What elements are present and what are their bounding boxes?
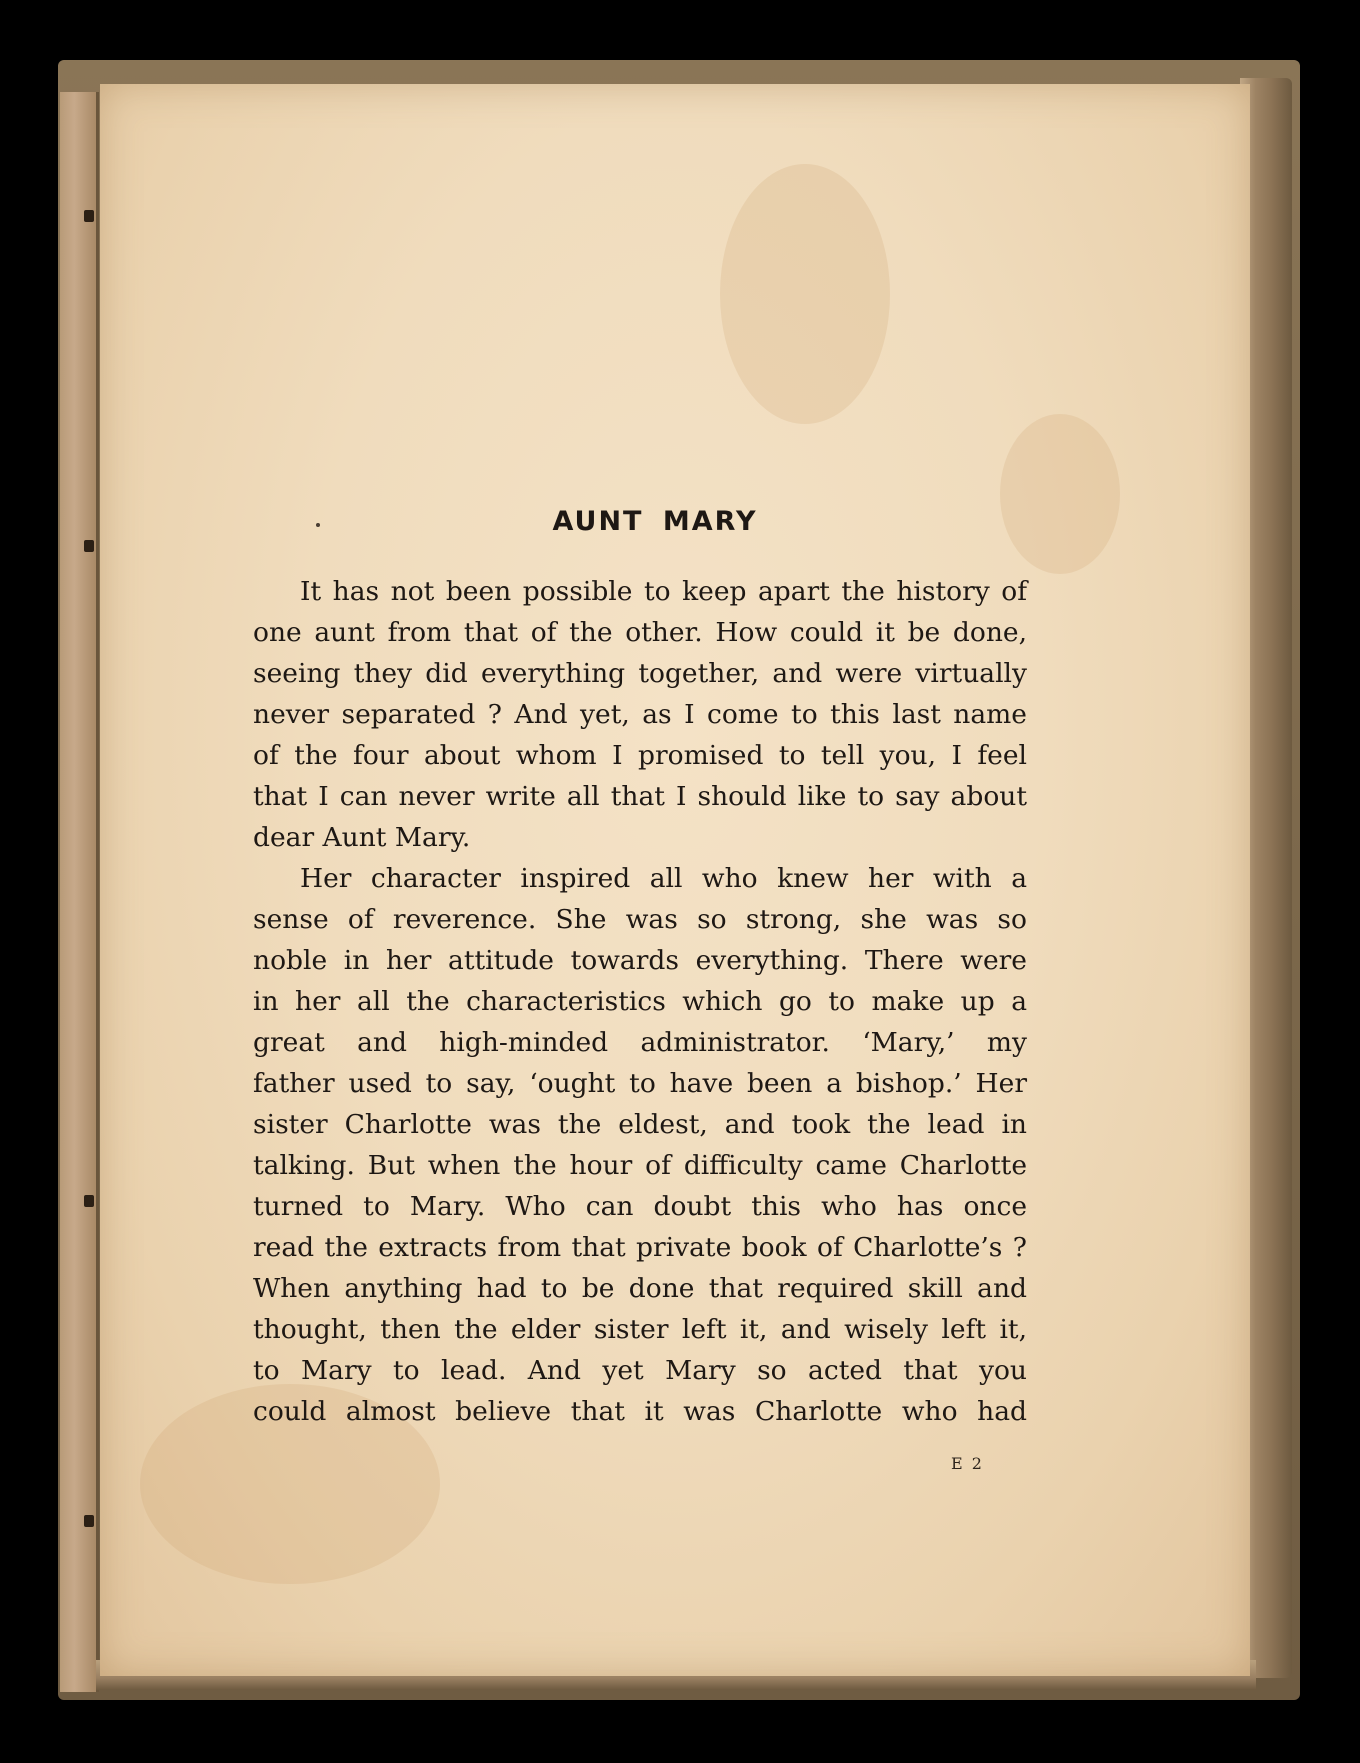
text-line: sense of reverence. She was so strong, she was so — [253, 904, 1027, 935]
binding-stitch — [84, 540, 94, 552]
text-line: When anything had to be done that required skill and — [253, 1273, 1027, 1304]
text-line: noble in her attitude towards everything. There were — [253, 945, 1027, 976]
paper-stain — [1000, 414, 1120, 574]
binding-stitch — [84, 1195, 94, 1207]
text-line: could almost believe that it was Charlotte who had — [253, 1396, 1027, 1427]
text-line: of the four about whom I promised to tell you, I feel — [253, 740, 1027, 771]
text-line: It has not been possible to keep apart the history of — [300, 576, 1027, 607]
text-line: never separated ? And yet, as I come to this last name — [253, 699, 1027, 730]
text-line: seeing they did everything together, and were virtually — [253, 658, 1027, 689]
text-line: read the extracts from that private book of Charlotte’s ? — [253, 1232, 1027, 1263]
text-line: that I can never write all that I should like to say about — [253, 781, 1027, 812]
text-line: father used to say, ‘ought to have been a bishop.’ Her — [253, 1068, 1027, 1099]
text-line: great and high-minded administrator. ‘Mary,’ my — [253, 1027, 1027, 1058]
text-line: turned to Mary. Who can doubt this who has once — [253, 1191, 1027, 1222]
text-line: sister Charlotte was the eldest, and took the lead in — [253, 1109, 1027, 1140]
text-line: one aunt from that of the other. How could it be done, — [253, 617, 1027, 648]
spine-binding — [60, 92, 99, 1692]
signature-mark: E 2 — [951, 1454, 984, 1473]
text-line: thought, then the elder sister left it, and wisely left it, — [253, 1314, 1027, 1345]
binding-stitch — [84, 1515, 94, 1527]
chapter-title: AUNT MARY — [552, 506, 758, 537]
text-line: to Mary to lead. And yet Mary so acted that you — [253, 1355, 1027, 1386]
text-line: dear Aunt Mary. — [253, 822, 471, 853]
binding-stitch — [84, 210, 94, 222]
text-line: talking. But when the hour of difficulty came Charlotte — [253, 1150, 1027, 1181]
paper-stain — [720, 164, 890, 424]
text-line: Her character inspired all who knew her with a — [300, 863, 1027, 894]
text-line: in her all the characteristics which go to make up a — [253, 986, 1027, 1017]
